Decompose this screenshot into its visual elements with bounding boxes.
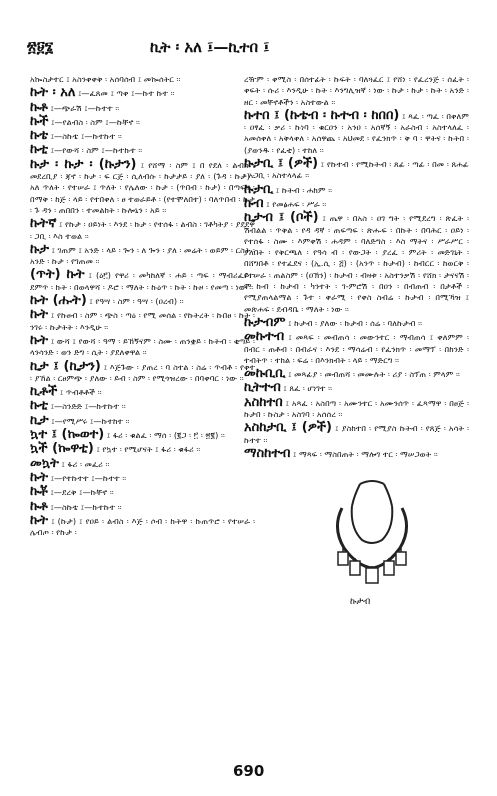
dictionary-entry [30, 485, 255, 499]
page-number: 690 [233, 762, 265, 780]
dictionary-entry [244, 109, 469, 157]
dictionary-entry [30, 308, 255, 334]
entry-definition: ፤ ያስከተበ ፡ የሚያስ ኩትብ ፡ የጸጅ ፡ አሳት ፡ ኩተተ ፡፡ [244, 423, 469, 445]
entry-headword: ኩትኛ [30, 216, 57, 232]
entry-headword: ኪቶች [30, 384, 58, 400]
entry-definition: ፤—የተኩተተ ፤—ኩተተ ፡፡ [50, 472, 127, 483]
entry-headword: ኩት ፡ አለ [30, 85, 76, 101]
dictionary-entry [30, 129, 255, 143]
entry-headword: መኩተብ [244, 329, 285, 345]
entry-headword: አስከታቢ ፤ (ዎች) [244, 420, 333, 436]
dictionary-entry [30, 514, 255, 540]
entry-headword: ኳተ ፤ (ኰወተ) [30, 427, 105, 443]
entry-headword: ኩታ ፡ ኩታ ፡ (ኩታን) [30, 156, 137, 172]
entry-headword: ኪታብ ፤ (ቦች) [244, 210, 319, 226]
entry-definition: ፤ እጅጉው ፡ ያጠረ ፡ ባ ስተል ፡ ስሬ ፡ ጥብቶ ፡ የቀተ ፡ ያኸል ፡ ርፀምጭ ፡ ያለው ፡ ይብ ፡ ስም ፡ የሚጎዝረው ፡ በባቀባር ፡ ነው ፡፡ [30, 361, 255, 383]
dictionary-entry [244, 183, 469, 197]
entry-definition: ፤ ጥብቶቶች ፡፡ [59, 387, 102, 398]
entry-definition: ፤ የኩታ ፡ ዐይነት ፡ እንደ ፡ ኩታ ፡ የተሰፋ ፡ ልብስ ፡ ገቶካትያ ፡ ያደደዋ ፡ ጋቢ ፡ እስ ተወል ፡፡ [30, 219, 255, 241]
dictionary-entry [244, 316, 469, 330]
right-column [244, 72, 469, 772]
dictionary-entry [30, 86, 255, 100]
dictionary-entry [30, 334, 255, 360]
entry-headword: ኩች [30, 113, 49, 129]
entry-definition: ፤ ኩታብ ፡ ያለው ፡ ኩታብ ፡ ሰሬ ፡ ባለኩታብ ፡፡ [288, 317, 423, 328]
entry-definition: ፤ የሸማ ፡ ስም ፤ በ የደለ ፡ ልብስ ፡ መደረቢያ ፡ ጃኖ ፡ ኩታ ፡ ፍ ርጅ ፡ ሲለብሱ ፡ ኩታታይ ፡ ያለ ፡ (ጉዳ ፡ ኩታ) ፡ አለ ጥለት ፡ የተሠራ ፤ ጥለት ፡ የሌለው ፡ ኩታ ፡ (ጥበብ ፡ ኩታ) ፡ በጣፍና ፡ በማቅ ፡ ከጅ ፡ ላይ ፡ የተበቀለ ፡ ፀ ተወራይቶ ፡ (የተሞለበተ) ፡ ባለጥበብ ፡ ኩታ ፡ ጉ ዳን ፡ ጠበበን ፡ ተመልከት ፡ ኩሎኒን ፡ አይ ፡፡ [30, 159, 255, 215]
dictionary-entry [30, 243, 255, 269]
entry-definition: ፤ (ኩታ) ፤ የዐይ ፡ ልብስ ፡ እጅ ፡ ሶብ ፡ ኩትዋ ፡ ኩጠጥሮ ፡ የተሠራ ፡ ሌብጦ ፡ የኩታ ፡ [30, 515, 255, 538]
entry-headword: ኩታብም [244, 314, 286, 330]
entry-headword: ኩታ [30, 241, 50, 257]
entry-headword: ኳች (ኰዋቲ) [30, 441, 94, 457]
entry-headword: ኩቲ [30, 398, 49, 414]
entry-definition: ፤ ጸፈ ፡ ሆነገተ ፡፡ [283, 383, 332, 394]
entry-definition: ፤ አጻፈ ፡ አስበጣ ፡ አሙንተር ፡ አሙንሰጥ ፡ ፈጻማዋ ፡ በፀጅ ፡ ኩታበ ፡ ኩስታ ፡ አስገባ ፡ አሰሰረ ፡፡ [244, 397, 469, 420]
entry-definition: ፤—ስኩቴ ፤—ኩተኩተ ፡፡ [50, 501, 122, 512]
entry-definition: ፤ የዓሣ ፡ ስም ፡ ዓሣ ፡ (ዐረብ) ፡፡ [89, 296, 184, 307]
dictionary-entry [30, 385, 255, 399]
entry-definition: ፤ ማጻፍ ፡ ማስበጠት ፡ ማሎገ ተር ፡ ማሠጋወት ፡፡ [293, 448, 438, 459]
dictionary-entry [30, 457, 255, 471]
entry-definition: ፤ ጤዋ ፡ በአስ ፡ ዐገ ግት ፡ የሚደረግ ፡ ጽፈት ፡ ሽብልል ፡ ጥቅል ፡ የዳ ዳኛ ፡ ጠፍጣፍ ፡ ጽሑፍ ፡ በኩት ፡ በባሕር ፡ ዐይነ ፡ የተሰፋ ፡ ስሙ ፡ እምቀሽ ፡ ሐዳም ፡ ባለድግስ ፡ እስ ማትና ፡ ሥራሥር ፡ ያለበት ፡ የቅርጫለ ፡ የዓሳ ብ ፡ የውጋት ፡ ያረፈ ፡ ምሪት ፡ መድገኒት ፡ በሸግበቶ ፡ የተፈደና ፡ (ኢ.ሲ ፡ ፭) ፡ (አንጥ ፡ ኩታብ) ፡ ከብርር ፡ ከወርቅ ፡ የተሠራ ፡ ጠልስም ፡ (ዐኽን) ፡ ኩታብ ፡ ብዛቱ ፡ አስተንቃሽ ፡ የሸክ ፡ ታናናሽ ፡ ሞ ኩብ ፡ ኩታብ ፡ ካንተት ፡ ገ-ምሮሽ ፡ በዐን ፡ በብጠብ ፡ በታቶች ፡ የሚያጠላልማል ፡ ጉተ ፡ ቀራሚ ፡ የቀስ ስብሬ ፡ ኩታብ ፡ በሚኻዝ ፤ መጽሐፍ ፡ ደብዳቤ ፡ ማለት ፡ ነው ፡፡ [244, 213, 469, 314]
entry-definition: ፤—ጭራሽ ፤—ኩተተ ፡፡ [50, 102, 120, 113]
entry-headword: ኩቲ [30, 142, 49, 158]
entry-headword: ማስከተብ [244, 445, 291, 461]
dictionary-entry [30, 101, 255, 115]
entry-definition: ፤—ደረቅ ፤—ኩቸኖ ፡፡ [50, 487, 114, 498]
entry-definition: ፤—የልብስ ፡ ስም ፤—ኩቸኖ ፡፡ [51, 116, 140, 127]
dictionary-entry [244, 367, 469, 381]
entry-headword: መኩቢቢ [244, 366, 286, 382]
entry-headword: መኳት [30, 455, 59, 471]
dictionary-entry [244, 421, 469, 447]
dictionary-entry [244, 447, 469, 461]
entry-headword: ኩተበ ፤ (ኩቴብ ፡ ኩተብ ፡ ከበበ) [244, 107, 400, 123]
entry-headword: (ጥት) ኩት [30, 267, 85, 283]
dictionary-entry [30, 217, 255, 243]
dictionary-entry [30, 428, 255, 442]
entry-definition: ፤ መጻፊያ ፡ መብጠሻ ፡ መሙሉት ፡ ሪያ ፡ ስፕጠ ፡ ምላም ፡፡ [288, 369, 460, 380]
dictionary-entry [30, 268, 255, 294]
entry-headword: ኩቾ [30, 484, 48, 500]
left-column [30, 72, 255, 772]
entry-definition: ፤ ገጠም ፤ አንድ ፡ ላይ ፡ ጐን ፡ ለ ጐን ፡ ያለ ፡ መሬት ፡ ወይም ፡ ርስት ፡ አንድ ፡ ኩታ ፡ የገጠመ ፡፡ [30, 244, 255, 267]
entry-headword: ኪትተብ [244, 380, 281, 396]
dictionary-entry [30, 158, 255, 217]
dictionary-entry [30, 414, 255, 428]
entry-definition: ፤—ስኩቴ ፤—ኩተኩተ ፡፡ [50, 131, 122, 142]
entry-headword: አስከተበ [244, 394, 283, 410]
entry-definition: ፤ (ዕ፫) የዋሪ ፡ መካከለኛ ፡ ሐይ ፡ ጣፍ ፡ ማብሪፈይ ፡ ደምጥ ፡ ኩት ፡ በወላዋሻ ፡ ዶሮ ፡ ማለት ፡ ኩዕጥ ፡ ኩት ፡ ኩዞ ፡ የመጣ ፡ ነው ፡፡ [30, 270, 255, 292]
dictionary-entry [30, 399, 255, 413]
entry-definition: ፤ ፋሪ ፡ ቁልፈ ፡ ማሰ ፡ (፪ጋ ፡ ፫ ፡ ፳፪) ፡፡ [106, 430, 225, 441]
dictionary-entry [244, 396, 469, 422]
dictionary-entry [30, 143, 255, 157]
entry-definition: ፤—የውሻ ፡ ስም ፤—ኩተኩተ ፡፡ [50, 145, 143, 156]
entry-headword: ኩቶ [30, 498, 48, 514]
entry-headword: ኩት (ሑት) [30, 293, 87, 309]
entry-headword: ኩት [30, 332, 49, 348]
entry-definition: ፤ የመፅሐፍ ፡ ሥራ ፡፡ [266, 198, 327, 209]
entry-headword: ኩቶ [30, 99, 48, 115]
entry-headword: ኩት [30, 469, 49, 485]
dictionary-entry [244, 211, 469, 316]
dictionary-entry [244, 72, 469, 109]
entry-definition: ፤ ኩትብ ፡ ሐከም ፡፡ [275, 184, 333, 195]
entry-definition: ፤ መጻፍ ፡ መብጠሳ ፡ መውንተር ፡ ማብጠሳ ፤ ቀለምም ፡ በብር ፡ ጠቶብ ፡ በብራና ፡ እንደ ፡ ማሳሬብ ፡ የፈንክጥ ፡ መማፕ ፡ በከንድ ፡ ተብትጥ ፡ ተከል ፡ ፍሬ ፡ በእንክብት ፡ ላይ ፡ ማድርግ ፡፡ [244, 332, 469, 365]
amulet-necklace-illustration [322, 478, 422, 596]
entry-headword: ኩብ [244, 195, 264, 211]
dictionary-entry [244, 330, 469, 367]
entry-headword: ኩታቢ [244, 181, 274, 197]
entry-headword: ኩታቢ ፤ (ዎች) [244, 156, 319, 172]
dictionary-entry [244, 157, 469, 183]
entry-definition: ፤ ፋሪ ፡ መፈሪ ፡፡ [61, 458, 110, 469]
illustration-caption: ኩታብ [350, 597, 371, 607]
entry-definition: አኰስታተር ፤ አስንቀቀቅ ፡ አሰባሰብ ፤ መኰሰትር ፡፡ [30, 74, 181, 84]
dictionary-entry [30, 294, 255, 308]
entry-definition: ፤—ፈጸመ ፤ ጣቀ ፤—ኩተ ኩተ ፡፡ [78, 88, 175, 99]
entry-definition: ፤ የኳተ ፡ የሚሆናት ፤ ፋሪ ፡ ቁፋሪ ፡፡ [96, 444, 201, 455]
entry-definition: ፤ የኩፀብ ፡ ስም ፡ ጭስ ፡ ጣዕ ፡ የሚ መሰል ፡ የኩትረት ፡ ኩበፀ ፡ ኩት ፡ ንገሩ ፡ ኩታትት ፡ እንዲሁ ፡፡ [30, 310, 255, 332]
entry-definition: ፤—የሚሥሩ ፤—ኩተከተ ፡፡ [51, 415, 130, 426]
entry-definition: ፤ ጻፈ ፡ ጣፈ ፡ በቀለም ፡ ዐፃፈ ፡ ቃሪ ፡ ኩነባ ፡ ቁርዐን ፡ አንዐ ፡ አሰኛኝ ፡ አራስብ ፡ አስተላለፈ ፡ አመሰቀለ ፡ አቅላቀለ ፡ አሰዋጨ ፡ አህመደ ፡ የፈንክጥ ፡ ቅ ባ ፡ ዋትና ፡ ኩትበ ፡ (ያወንዱ ፡ የፈቲ) ፡ ተከለ ፡፡ [244, 110, 469, 155]
entry-definition: ረዥም ፡ ቀሚስ ፡ በሰተፊት ፡ ኩፍት ፡ ባለጓፈር ፤ የሸነ ፡ የፈረንጅ ፡ ሰፈት ፡ ቀፍት ፡ ሱሪ ፡ እንዲሁ ፡ ኩት ፡ እንግሊዝኛ ፡ ነው ፡ ኩታ ፡ ኩታ ፡ ኩት ፡ አንድ ፡ ዘር ፡ መቸኖቶችን ፡ አስተውል ፡፡ [244, 74, 469, 107]
entry-definition: ፤ ውሻ ፤ የውሻ ፡ ዓማ ፡ ይኸኝናም ፡ ስሙ ፡ ጠንቋይ ፡ ኩትብ ፡ ቂጣይ ፡ ላንሳንድ ፡ ወን ድግ ፡ ሲት ፡ ያደለቀዋል ፡፡ [30, 335, 255, 358]
entry-headword: ኪታ ፤ (ኪታን) [30, 358, 101, 374]
dictionary-entry [30, 360, 255, 386]
entry-headword: ኩት [30, 307, 49, 323]
dictionary-entry [30, 72, 255, 86]
dictionary-entry [30, 471, 255, 485]
header-guide-words: ኪት ፡ አለ ፤—ኪተበ ፤ [150, 38, 270, 56]
dictionary-entry [244, 197, 469, 211]
entry-headword: ኩት [30, 512, 49, 528]
dictionary-entry [30, 442, 255, 456]
entry-definition: ፤—ስንድድ ፤—ኩተኩተ ፡፡ [50, 401, 126, 412]
dictionary-entry [244, 381, 469, 395]
dictionary-entry [30, 115, 255, 129]
entry-headword: ኪታ [30, 412, 49, 428]
entry-headword: ኩቴ [30, 128, 49, 144]
entry-definition: ፤ የኩተብ ፡ የሚኩትብ ፡ ጸፊ ፡ ጣፊ ፡ በመ ፡ ጸሐፊ ፡ አጋቢ ፡ አስተላላፊ ፡፡ [244, 159, 469, 181]
header-section-number: ፳፱፮ [27, 38, 54, 56]
dictionary-entry [30, 500, 255, 514]
